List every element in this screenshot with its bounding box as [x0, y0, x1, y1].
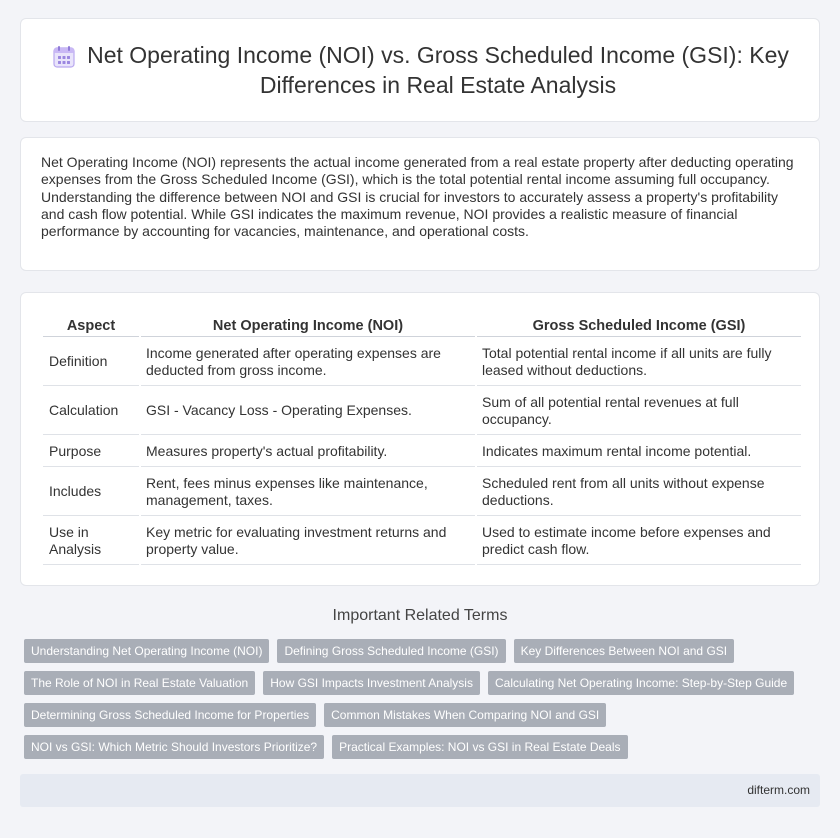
related-term-tag[interactable]: The Role of NOI in Real Estate Valuation — [24, 671, 255, 695]
row-noi: Key metric for evaluating investment returns and property value. — [141, 518, 475, 565]
related-term-tag[interactable]: NOI vs GSI: Which Metric Should Investors Prioritize? — [24, 735, 324, 759]
row-aspect: Use in Analysis — [43, 518, 139, 565]
title-card — [20, 18, 820, 122]
row-aspect: Calculation — [43, 388, 139, 435]
header-noi: Net Operating Income (NOI) — [141, 313, 475, 337]
table-row — [43, 388, 801, 435]
row-gsi: Sum of all potential rental revenues at full occupancy. — [477, 388, 801, 435]
tag-row — [24, 639, 814, 663]
row-aspect: Includes — [43, 469, 139, 516]
comparison-card — [20, 292, 820, 586]
footer-site-link[interactable]: difterm.com — [747, 783, 810, 797]
table-row — [43, 339, 801, 386]
footer — [20, 774, 820, 807]
header-gsi: Gross Scheduled Income (GSI) — [477, 313, 801, 337]
intro-paragraph: Net Operating Income (NOI) represents the actual income generated from a real estate property after deducting operating expenses from the Gross Scheduled Income (GSI), which is the total potential rental income assuming full occupancy. Understanding the difference between NOI and GSI is crucial for investors to accurately assess a property's profitability and cash flow potential. While GSI indicates the maximum revenue, NOI provides a realistic measure of financial performance by accounting for vacancies, maintenance, and operational costs. — [41, 154, 794, 240]
tag-row — [24, 671, 814, 695]
row-noi: Rent, fees minus expenses like maintenance, management, taxes. — [141, 469, 475, 516]
table-row — [43, 518, 801, 565]
related-term-tag[interactable]: Understanding Net Operating Income (NOI) — [24, 639, 269, 663]
page-title: Net Operating Income (NOI) vs. Gross Scheduled Income (GSI): Key Differences in Real Estate Analysis — [87, 42, 789, 98]
related-term-tag[interactable]: Practical Examples: NOI vs GSI in Real Estate Deals — [332, 735, 627, 759]
table-row — [43, 437, 801, 467]
related-term-tag[interactable]: Key Differences Between NOI and GSI — [514, 639, 735, 663]
row-noi: Measures property's actual profitability. — [141, 437, 475, 467]
comparison-table — [41, 311, 803, 567]
related-term-tag[interactable]: Determining Gross Scheduled Income for Properties — [24, 703, 316, 727]
tag-row — [24, 735, 814, 759]
row-gsi: Total potential rental income if all units are fully leased without deductions. — [477, 339, 801, 386]
row-noi: Income generated after operating expenses are deducted from gross income. — [141, 339, 475, 386]
row-gsi: Used to estimate income before expenses and predict cash flow. — [477, 518, 801, 565]
header-aspect: Aspect — [43, 313, 139, 337]
related-terms-title: Important Related Terms — [332, 607, 508, 624]
row-noi: GSI - Vacancy Loss - Operating Expenses. — [141, 388, 475, 435]
related-term-tag[interactable]: Calculating Net Operating Income: Step-by-Step Guide — [488, 671, 794, 695]
related-terms-list — [24, 639, 814, 767]
row-aspect: Purpose — [43, 437, 139, 467]
table-row — [43, 469, 801, 516]
related-term-tag[interactable]: How GSI Impacts Investment Analysis — [263, 671, 480, 695]
row-aspect: Definition — [43, 339, 139, 386]
row-gsi: Scheduled rent from all units without expense deductions. — [477, 469, 801, 516]
related-term-tag[interactable]: Common Mistakes When Comparing NOI and GSI — [324, 703, 606, 727]
calendar-icon — [51, 44, 77, 70]
table-header-row — [43, 313, 801, 337]
tag-row — [24, 703, 814, 727]
related-term-tag[interactable]: Defining Gross Scheduled Income (GSI) — [277, 639, 505, 663]
row-gsi: Indicates maximum rental income potential. — [477, 437, 801, 467]
intro-card — [20, 137, 820, 271]
